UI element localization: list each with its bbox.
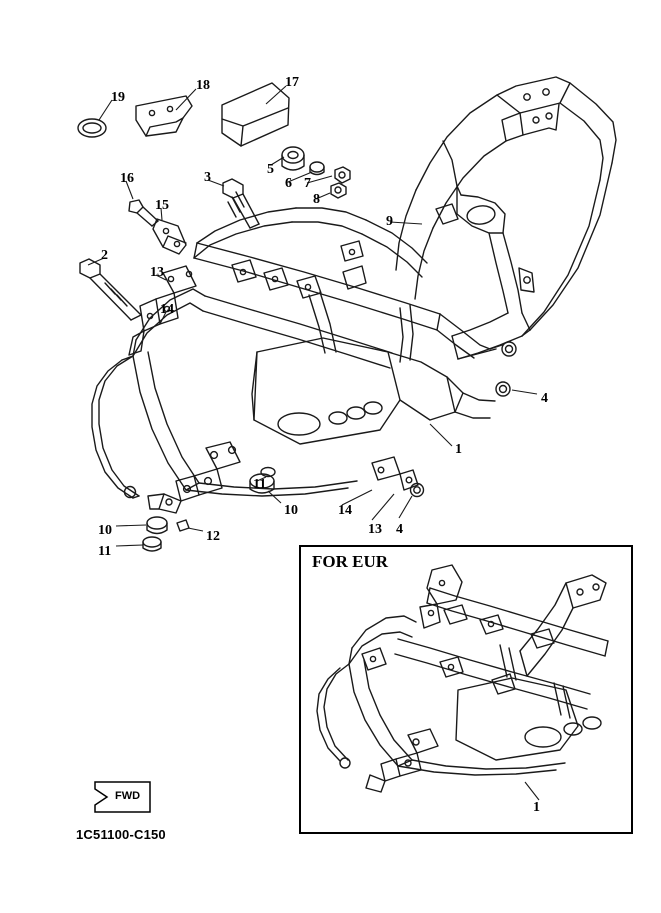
callout-10: 10 [284,503,298,518]
callout-6: 6 [285,176,292,191]
callout-11: 11 [253,477,267,492]
callout-1: 1 [455,442,462,457]
callout-4: 4 [396,522,403,537]
callout-18: 18 [196,78,210,93]
inset-callout-1: 1 [533,800,540,815]
callout-19: 19 [111,90,125,105]
callout-3: 3 [204,170,211,185]
callout-12: 12 [206,529,220,544]
callout-9: 9 [386,214,393,229]
for-eur-title: FOR EUR [312,552,389,571]
callout-17: 17 [285,75,299,90]
callout-4: 4 [541,391,548,406]
callout-13: 13 [368,522,382,537]
callout-13: 13 [150,265,164,280]
callout-11: 11 [98,544,112,559]
callout-7: 7 [304,176,311,191]
callout-5: 5 [267,162,274,177]
callout-14: 14 [160,302,174,317]
callout-15: 15 [155,198,169,213]
callout-10: 10 [98,523,112,538]
callout-2: 2 [101,248,108,263]
callout-8: 8 [313,192,320,207]
callout-16: 16 [120,171,134,186]
fwd-label: FWD [115,790,141,802]
part-number-label: 1C51100-C150 [76,827,166,842]
callout-14: 14 [338,503,352,518]
